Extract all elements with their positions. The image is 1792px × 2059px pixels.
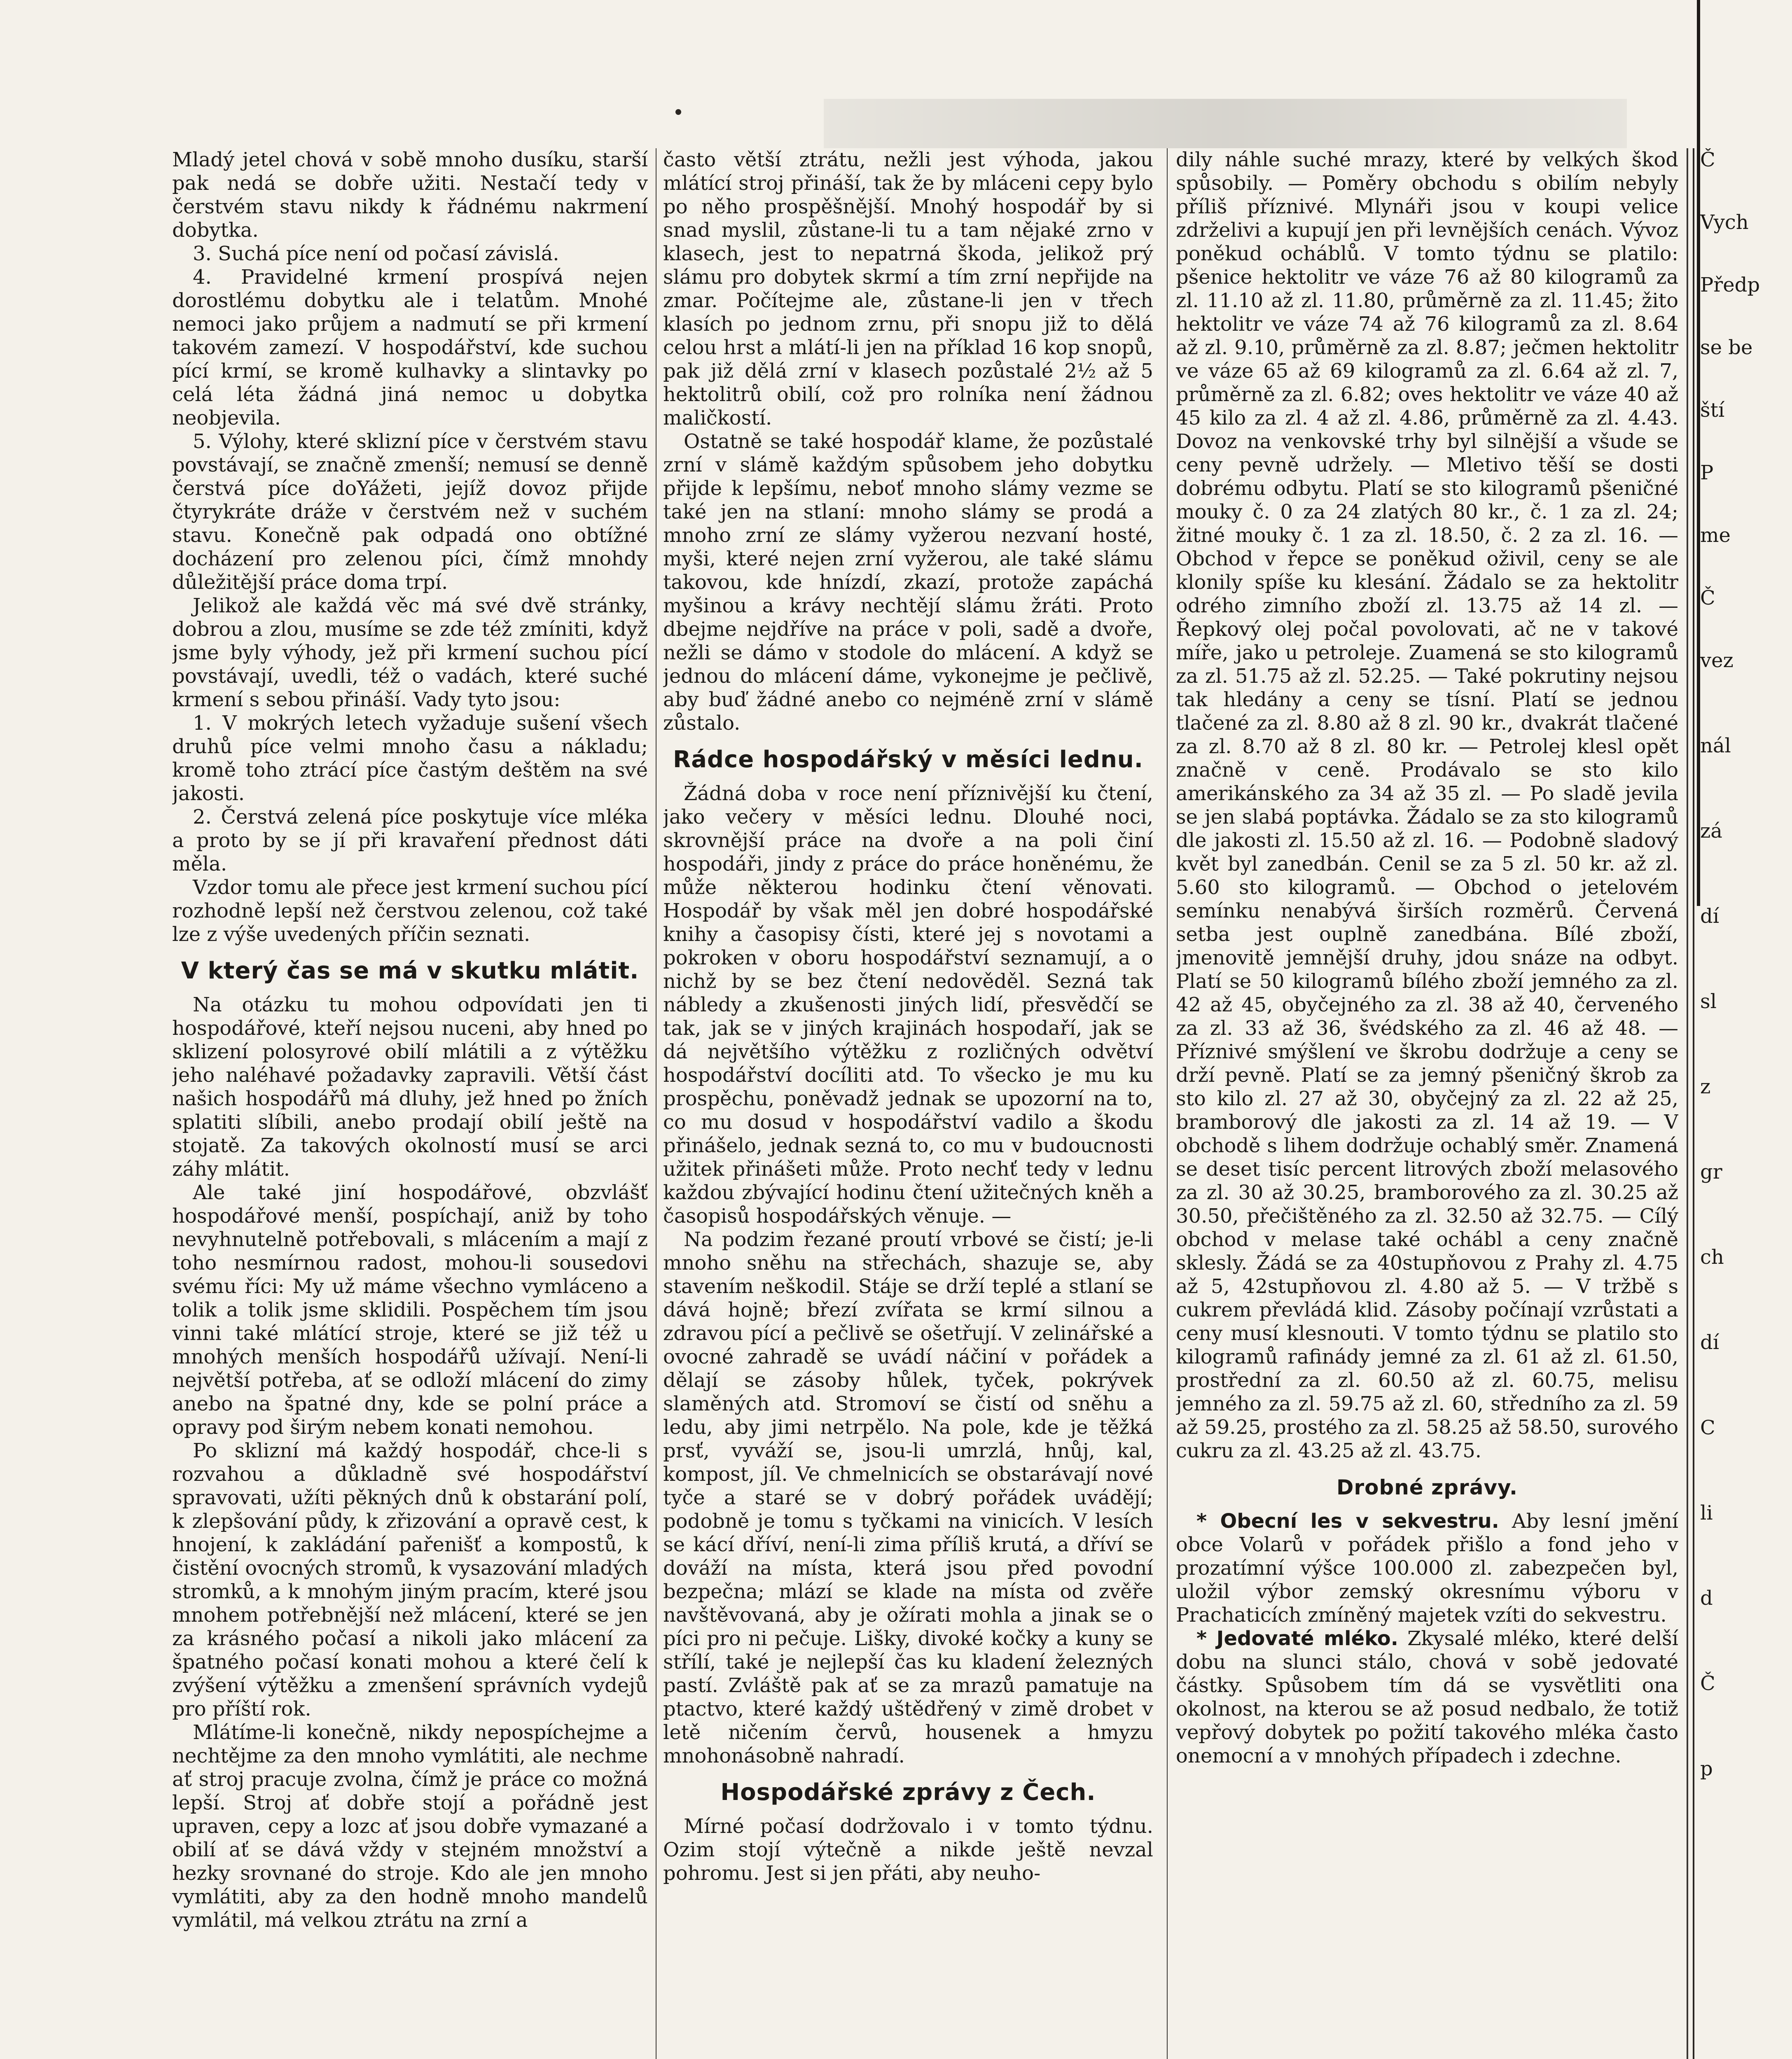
edge-fragment: P (1700, 461, 1714, 484)
edge-fragment: li (1700, 1501, 1713, 1524)
article-continuation: dily náhle suché mrazy, které by velkých škod spůsobily. — Poměry obchodu s obilím nebyly příliš příznivé. Mlynáři jsou v koupi velice zdrželivi a kupují jen při levnějších cenách. Vývoz poněkud ocháblů. V tomto týdnu se platilo: pšenice hektolitr ve váze 76 až 80 kilogramů za zl. 11.10 až zl. 11.80, průměrně za zl. 11.45; žito hektolitr ve váze 74 až 76 kilogramů za zl. 8.64 až zl. 9.10, průměrně za zl. 8.87; ječmen hektolitr ve váze 65 až 69 kilogramů za zl. 6.64 až zl. 7, průměrně za zl. 6.82; oves hektolitr ve váze 40 až 45 kilo za zl. 4 až zl. 4.86, průměrně za zl. 4.43. Dovoz na venkovské trhy byl silnější a všude se ceny pevně udržely. — Mletivo těší se dosti dobrému odbytu. Platí se sto kilogramů pšeničné mouky č. 0 za 24 zlatých 80 kr., č. 1 za zl. 24; žitné mouky č. 1 za zl. 18.50, č. 2 za zl. 16. — Obchod v řepce se poněkud oživil, ceny se ale klonily spíše ku klesání. Žádalo se za hektolitr odrého zimního zboží zl. 13.75 až 14 zl. — Řepkový olej počal povolovati, ač ne v takové míře, jako u petroleje. Zuamená se sto kilogramů za zl. 51.75 až zl. 52.25. — Také pokrutiny nejsou tak hledány a ceny se tísní. Platí se jednou tlačené za zl. 8.80 až 8 zl. 90 kr., dvakrát tlačené za zl. 8.70 až 8 zl. 80 kr. — Petrolej klesl opět značně v ceně. Prodávalo se sto kilo amerikánského za 34 až 35 zl. — Po sladě jevila se jen slabá poptávka. Žádalo se za sto kilogramů dle jakosti zl. 15.50 až zl. 16. — Podobně sladový květ byl zanedbán. Cenil se za 5 zl. 50 kr. až zl. 5.60 sto kilogramů. — Obchod o jetelovém semínku nenabývá širších rozměrů. Červená setba jest ouplně zanedbána. Bílé zboží, jmenovitě jemnější druhy, jdou snáze na odbyt. Platí se 50 kilogramů bílého zboží jemného za zl. 42 až 45, obyčejného za zl. 38 až 40, červeného za zl. 33 až 36, švédského za zl. 46 až 48. — Příznivé smýšlení ve škrobu dodržuje a ceny se drží pevně. Platí se za jemný pšeničný škrob za sto kilo zl. 27 až 30, obyčejný za zl. 22 až 25, bramborový dle jakosti za zl. 14 až 19. — V obchodě s lihem dodržuje ochablý směr. Znamená se deset tisíc percent litrových zboží melasového za zl. 30 až 30.25, bramborového za zl. 30.25 až 30.50, přečištěného za zl. 32.50 až 32.75. — Cílý obchod v melase také ochábl a ceny značně sklesly. Žádá se za 40stupňovou z Prahy zl. 4.75 až 5, 42stupňovou zl. 4.80 až 5. — V tržbě s cukrem převládá klid. Zásoby počínají vzrůstati a ceny musí klesnouti. V tomto týdnu se platilo sto kilogramů rafinády jemné za zl. 61 až zl. 61.50, prostřední za zl. 60.50 až zl. 60.75, melisu jemného za zl. 59.75 až zl. 60, středního za zl. 59 až 59.25, prostého za zl. 58.25 až 58.50, surového cukru za zl. 43.25 až zl. 43.75. (1176, 148, 1678, 1462)
edge-fragment: nál (1700, 734, 1731, 757)
list-item: 1. V mokrých letech vyžaduje sušení všech druhů píce velmi mnoho času a nákladu; kromě toho ztrácí píce častým deštěm na své jakosti. (172, 712, 648, 805)
edge-fragment: vez (1700, 649, 1734, 672)
list-item: 4. Pravidelné krmení prospívá nejen dorostlému dobytku ale i telatům. Mnohé nemoci jako průjem a nadmutí se při krmení takovém zamezí. V hospodářství, kde suchou pící krmí, se kromě kulhavky a slintavky po celá léta žádná jiná nemoc u dobytka neobjevila. (172, 266, 648, 430)
news-item (1176, 1627, 1678, 1768)
paragraph: Vzdor tomu ale přece jest krmení suchou pící rozhodně lepší než čerstvou zelenou, což také lze z výše uvedených příčin seznati. (172, 876, 648, 946)
article-heading: Hospodářské zprávy z Čech. (720, 1779, 1096, 1806)
list-item: 3. Suchá píce není od počasí závislá. (193, 242, 559, 265)
paragraph: Po sklizní má každý hospodář, chce-li s rozvahou a důkladně své hospodářství spravovati, užíti pěkných dnů k obstarání polí, k zlepšování půdy, k zřizování a opravě cest, k hnojení, k zakládání pařenišť a kompostů, k čistění ovocných stromů, k vysazování mladých stromků, a k mnohým jiným pracím, které jsou mnohem potřebnější než mlácení, které se jen za krásného počasí a nikoli jako mlácení za špatného počasí konati mohou a které čelí k zvýšení výtěžku a zmenšení správních vydejů pro příští rok. (172, 1439, 648, 1721)
edge-fragment: C (1700, 1416, 1715, 1439)
edge-fragment: Č (1700, 1672, 1715, 1695)
vady-list (172, 712, 648, 876)
column-rule (1687, 148, 1688, 2059)
edge-fragment: ští (1700, 399, 1725, 422)
paragraph: Na podzim řezané proutí vrbové se čistí; je-li mnoho sněhu na střechách, shazuje se, aby stavením neškodil. Stáje se drží teplé a stlaní se dává hojně; březí zvířata se krmí silnou a zdravou pící a pečlivě se ošetřují. V zelinářské a ovocné zahradě se uvádí náčiní v pořádek a dělají se zásoby hůlek, tyček, pokrývek slaměných atd. Stromoví se čistí od sněhu a ledu, aby jimi netrpělo. Na pole, kde je těžká prsť, vyváží se, jsou-li umrzlá, hnůj, kal, kompost, jíl. Ve chmelnicích se obstarávají nové tyče a staré se v dobrý pořádek uvádějí; podobně je tomu s tyčkami na vinicích. V lesích se kácí dříví, není-li zima příliš krutá, a dříví se dováží na místa, která jsou před povodní bezpečna; mlází se klade na místa od zvěře navštěvovaná, aby je ožírati mohla a jinak se o píci pro ni pečuje. Lišky, divoké kočky a kuny se střílí, také je nejlepší čas ku kladení železných pastí. Zvláště pak ať se za mrazů pamatuje na ptactvo, které každý uštědřený v zimě drobet v letě ničením červů, housenek a hmyzu mnohonásobně nahradí. (663, 1228, 1153, 1767)
paragraph: Ostatně se také hospodář klame, že pozůstalé zrní v slámě každým spůsobem jeho dobytku přijde k lepšímu, neboť mnoho slámy vezme se také jen na stlaní: mnoho slámy se prodá a mnoho zrní ze slámy vyžerou nezvaní hosté, myši, které nejen zrní vyžerou, ale také slámu takovou, kde hnízdí, zkazí, protože zapáchá myšinou a krávy nechtějí slámu žráti. Proto dbejme nejdříve na práce v poli, sadě a dvoře, nežli se dámo v stodole do mlácení. A když se jednou do mlácení dáme, vykonejme je pečlivě, aby buď žádné anebo co nejméně zrní v slámě zůstalo. (663, 430, 1153, 735)
article-heading: Rádce hospodářský v měsíci lednu. (673, 746, 1143, 773)
list-item: 5. Výlohy, které sklizní píce v čerstvém stavu povstávají, se značně zmenší; nemusí se denně čerstvá píce doYážeti, jejíž dovoz přijde čtyrykráte dráže v čerstvém než v suchém stavu. Konečně pak odpadá ono obtížné docházení pro zelenou píci, čímž mnohdy důležitější práce doma trpí. (172, 430, 648, 594)
edge-fragment: dí (1700, 905, 1720, 928)
adjacent-page-edge (1693, 148, 1792, 2059)
masthead-bleedthrough (824, 99, 1627, 148)
paragraph: Mírné počasí dodržovalo i v tomto týdnu. Ozim stojí výtečně a nikde ještě nevzal pohromu. Jest si jen přáti, aby neuho- (663, 1815, 1153, 1885)
column-3 (1176, 148, 1678, 2059)
article-continuation: často větší ztrátu, nežli jest výhoda, jakou mlátící stroj přináší, tak že by mláceni cepy bylo po něho prospěšnější. Mnohý hospodář by si snad myslil, zůstane-li tu a tam nějaké zrno v klasech, jest to nepatrná škoda, jelikož prý slámu pro dobytek skrmí a tím zrní nepřijde na zmar. Počítejme ale, zůstane-li jen v třech klasích po jednom zrnu, při snopu již to dělá celou hrst a mlátí-li jen na příklad 16 kop snopů, pak již dělá zrní v klasech pozůstalé 2½ až 5 hektolitrů obilí, což pro rolníka není žádnou maličkostí. (663, 148, 1153, 430)
list-item: 2. Čerstvá zelená píce poskytuje více mléka a proto by se jí při kravaření přednost dáti měla. (172, 805, 648, 875)
news-item-title: * Obecní les v sekvestru. (1196, 1510, 1499, 1533)
news-item (1176, 1510, 1678, 1627)
column-rule (656, 148, 657, 2059)
paragraph: Ale také jiní hospodářové, obzvlášť hospodářové menší, pospíchají, aniž by toho nevyhnutelně potřebovali, s mlácením a mají z toho nesmírnou radost, mohou-li sousedovi svému říci: My už máme všechno vymláceno a tolik a tolik jsme sklidili. Pospěchem tím jsou vinni také mlátící stroje, které se již též u mnohých menších hospodářů užívají. Není-li největší potřeba, ať se odloží mlácení do zimy anebo na špatné dny, kde se polní práce a opravy pod širým nebem konati nemohou. (172, 1181, 648, 1439)
news-item-body: Zkysalé mléko, které delší dobu na slunci stálo, chová v sobě jedovaté částky. Spůsobem tím dá se vysvětliti ona okolnost, na kterou se až posud nedbalo, že totiž vepřový dobytek po požití takového mléka často onemocní a v mnohých případech i zdechne. (1176, 1627, 1678, 1767)
edge-fragment: z (1700, 1075, 1711, 1098)
paragraph: Jelikož ale každá věc má své dvě stránky, dobrou a zlou, musíme se zde též zmíniti, když jsme byly výhody, jež při krmení suchou pící povstávají, uvedli, též o vadách, které suché krmení s sebou přináší. Vady tyto jsou: (172, 594, 648, 711)
article-heading: Drobné zprávy. (1336, 1475, 1518, 1499)
news-item-body: Aby lesní jmění obce Volarů v pořádek přišlo a fond jeho v prozatímní výšce 100.000 zl. zabezpečen byl, uložil výbor zemský okresnímu výboru v Prachaticích zmíněný majetek vzíti do sekvestru. (1176, 1510, 1678, 1627)
numbered-list (172, 242, 648, 594)
edge-fragment: d (1700, 1587, 1713, 1610)
edge-fragment: dí (1700, 1331, 1720, 1354)
binding-hole (675, 109, 681, 115)
edge-fragment: Č (1700, 586, 1715, 609)
edge-fragment: Předp (1700, 273, 1760, 296)
edge-fragment: ch (1700, 1246, 1724, 1269)
edge-fragment: se be (1700, 336, 1753, 359)
article-continuation: Mladý jetel chová v sobě mnoho dusíku, starší pak nedá se dobře užiti. Nestačí tedy v čerstvém stavu nikdy k řádnému nakrmení dobytka. (172, 148, 648, 242)
paragraph: Mlátíme-li konečně, nikdy nepospíchejme a nechtějme za den mnoho vymlátiti, ale nechme ať stroj pracuje zvolna, čímž je práce co možná lepší. Stroj ať dobře stojí a pořádně jest upraven, cepy a lozc ať jsou dobře vymazané a obilí ať se dává vždy v stejném množství a hezky srovnané do stroje. Kdo ale jen mnoho vymlátiti, aby za den hodně mnoho mandelů vymlátil, má velkou ztrátu na zrní a (172, 1721, 648, 1932)
edge-fragment: gr (1700, 1160, 1722, 1184)
edge-fragment: me (1700, 524, 1731, 547)
paragraph: Žádná doba v roce není příznivější ku čtení, jako večery v měsíci lednu. Dlouhé noci, skrovnější práce na dvoře a na poli činí hospodáři, jindy z práce do práce honěnému, že může některou hodinku čtení věnovati. Hospodář by však měl jen dobré hospodářské knihy a časopisy čísti, které jej s novotami a pokroken v oboru hospodářství seznamují, a o nichž by se bez čtení nedověděl. Sezná tak nábledy a zkušenosti jiných lidí, přesvědčí se tak, jak se v jiných krajinách hospodaří, jak se dá největšího výtěžku z rozličných odvětví hospodářství docíliti atd. To všecko je mu ku prospěchu, poněvadž jednak se upozorní na to, co mu dosud v hospodářství vadilo a škodu přinášelo, jednak sezná to, co mu v budoucnosti užitek přinášeti může. Proto nechť tedy v lednu každou zbývající hodinu čtení užitečných kněh a časopisů hospodářských věnuje. — (663, 782, 1153, 1228)
edge-fragment: zá (1700, 819, 1722, 843)
column-2 (663, 148, 1153, 2059)
column-1 (172, 148, 648, 2059)
paragraph: Na otázku tu mohou odpovídati jen ti hospodářové, kteří nejsou nuceni, aby hned po sklizení polosyrové obilí mlátili a z výtěžku jeho naléhavé požadavky zapravili. Větší část našich hospodářů má dluhy, jež hned po žních splatiti slíbili, anebo prodají obilí ještě na stojatě. Za takových okolností musí se arci záhy mlátit. (172, 993, 648, 1181)
edge-fragment: Vych (1700, 211, 1749, 234)
edge-fragment: p (1700, 1757, 1713, 1780)
edge-fragment: Č (1700, 148, 1715, 171)
column-rule (1167, 148, 1168, 2059)
news-item-title: * Jedovaté mléko. (1196, 1627, 1398, 1650)
article-heading: V který čas se má v skutku mlátit. (181, 957, 639, 984)
edge-fragment: sl (1700, 990, 1717, 1013)
